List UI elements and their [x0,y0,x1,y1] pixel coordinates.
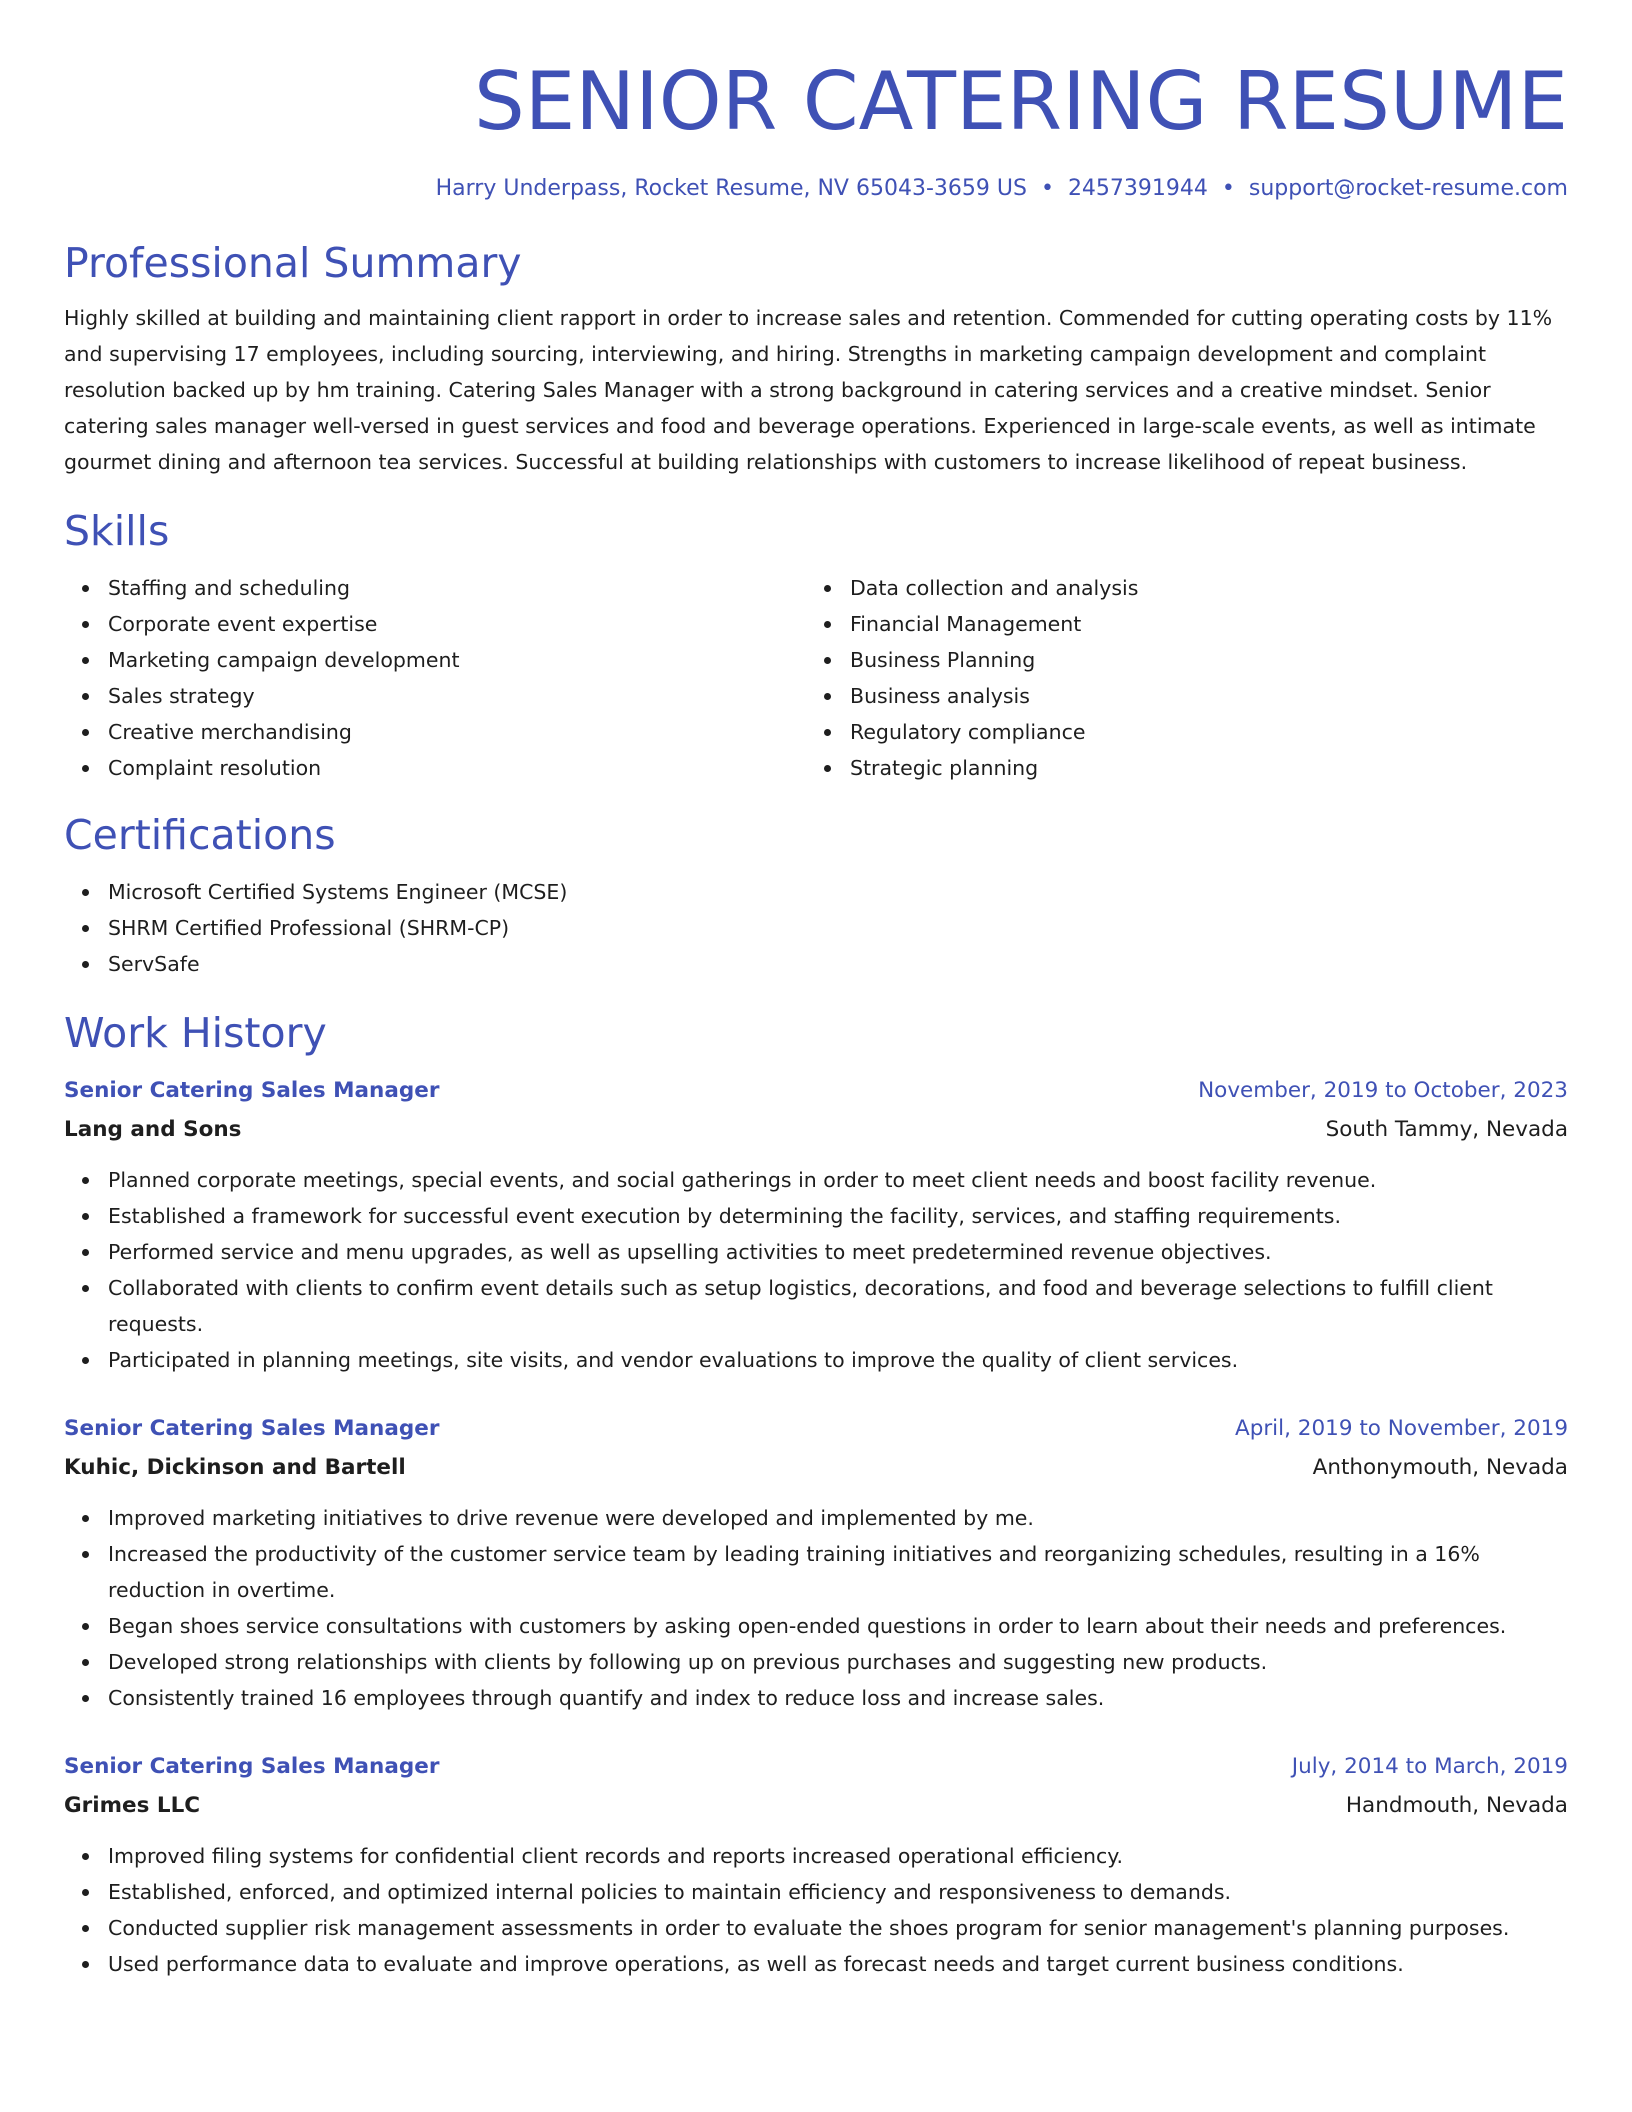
job-entry [64,1748,1568,1982]
resume-page [64,0,1568,1982]
certification-item: Microsoft Certified Systems Engineer (MCSE) [64,874,1568,910]
job-dates: April, 2019 to November, 2019 [1234,1416,1568,1441]
job-dates: July, 2014 to March, 2019 [1291,1754,1568,1779]
job-company-row [64,1448,1568,1488]
summary-text: Highly skilled at building and maintaining client rapport in order to increase sales and retention. Commended for cutting operating costs by 11% and supervising 17 employees, including sourcing, interviewing, and hiring. Strengths in marketing campaign development and complaint resolution backed up by hm training. Catering Sales Manager with a strong background in catering services and a creative mindset. Senior catering sales manager well-versed in guest services and food and beverage operations. Experienced in large-scale events, as well as intimate gourmet dining and afternoon tea services. Successful at building relationships with customers to increase likelihood of repeat business. [64,306,1553,474]
job-duty-item: Collaborated with clients to confirm event details such as setup logistics, decorations, and food and beverage selections to fulfill client requests. [64,1270,1568,1342]
skill-item: Complaint resolution [64,750,806,786]
job-duty-item: Established, enforced, and optimized internal policies to maintain efficiency and responsiveness to demands. [64,1874,1568,1910]
resume-title: SENIOR CATERING RESUME [473,55,1568,148]
job-duties-list [64,1162,1568,1378]
job-title-row [64,1072,1568,1110]
certification-item: ServSafe [64,946,1568,982]
job-title: Senior Catering Sales Manager [64,1078,440,1103]
job-location: Anthonymouth, Nevada [1312,1455,1568,1480]
work-history-heading: Work History [64,1009,327,1057]
job-location: Handmouth, Nevada [1345,1793,1568,1818]
certifications-list [64,874,1568,982]
skills-grid [64,570,1568,786]
skill-item: Staffing and scheduling [64,570,806,606]
contact-address: Harry Underpass, Rocket Resume, NV 65043-3659 US [435,176,1027,201]
skill-item: Strategic planning [806,750,1548,786]
skill-item: Corporate event expertise [64,606,806,642]
job-duty-item: Developed strong relationships with clients by following up on previous purchases and suggesting new products. [64,1644,1568,1680]
job-duty-item: Used performance data to evaluate and improve operations, as well as forecast needs and target current business conditions. [64,1946,1568,1982]
contact-line [64,174,1568,204]
skills-list-left [64,570,806,786]
skill-item: Financial Management [806,606,1548,642]
certifications-heading: Certifications [64,811,336,859]
job-duty-item: Improved marketing initiatives to drive revenue were developed and implemented by me. [64,1500,1568,1536]
job-company: Lang and Sons [64,1117,242,1142]
job-company: Kuhic, Dickinson and Bartell [64,1455,406,1480]
skill-item: Creative merchandising [64,714,806,750]
contact-separator: • [1221,176,1235,201]
skill-item: Business analysis [806,678,1548,714]
job-entry [64,1410,1568,1716]
job-company-row [64,1786,1568,1826]
job-duty-item: Participated in planning meetings, site visits, and vendor evaluations to improve the quality of client services. [64,1342,1568,1378]
job-title-row [64,1410,1568,1448]
job-entry [64,1072,1568,1378]
job-company: Grimes LLC [64,1793,201,1818]
summary-heading: Professional Summary [64,239,522,287]
job-duty-item: Performed service and menu upgrades, as well as upselling activities to meet predetermined revenue objectives. [64,1234,1568,1270]
skill-item: Business Planning [806,642,1548,678]
contact-separator: • [1040,176,1054,201]
job-title: Senior Catering Sales Manager [64,1416,440,1441]
skill-item: Regulatory compliance [806,714,1548,750]
contact-email: support@rocket-resume.com [1248,176,1568,201]
certification-item: SHRM Certified Professional (SHRM-CP) [64,910,1568,946]
job-duties-list [64,1838,1568,1982]
contact-phone: 2457391944 [1067,176,1208,201]
job-company-row [64,1110,1568,1150]
job-title: Senior Catering Sales Manager [64,1754,440,1779]
skill-item: Marketing campaign development [64,642,806,678]
job-duties-list [64,1500,1568,1716]
job-duty-item: Established a framework for successful event execution by determining the facility, services, and staffing requirements. [64,1198,1568,1234]
job-duty-item: Began shoes service consultations with customers by asking open-ended questions in order to learn about their needs and preferences. [64,1608,1568,1644]
job-duty-item: Improved filing systems for confidential client records and reports increased operational efficiency. [64,1838,1568,1874]
job-duty-item: Planned corporate meetings, special events, and social gatherings in order to meet client needs and boost facility revenue. [64,1162,1568,1198]
skills-list-right [806,570,1548,786]
job-duty-item: Increased the productivity of the customer service team by leading training initiatives and reorganizing schedules, resulting in a 16% reduction in overtime. [64,1536,1568,1608]
job-title-row [64,1748,1568,1786]
job-duty-item: Consistently trained 16 employees through quantify and index to reduce loss and increase sales. [64,1680,1568,1716]
job-dates: November, 2019 to October, 2023 [1198,1078,1568,1103]
skills-heading: Skills [64,507,170,555]
job-duty-item: Conducted supplier risk management assessments in order to evaluate the shoes program for senior management's planning purposes. [64,1910,1568,1946]
job-location: South Tammy, Nevada [1325,1117,1568,1142]
skill-item: Data collection and analysis [806,570,1548,606]
skill-item: Sales strategy [64,678,806,714]
